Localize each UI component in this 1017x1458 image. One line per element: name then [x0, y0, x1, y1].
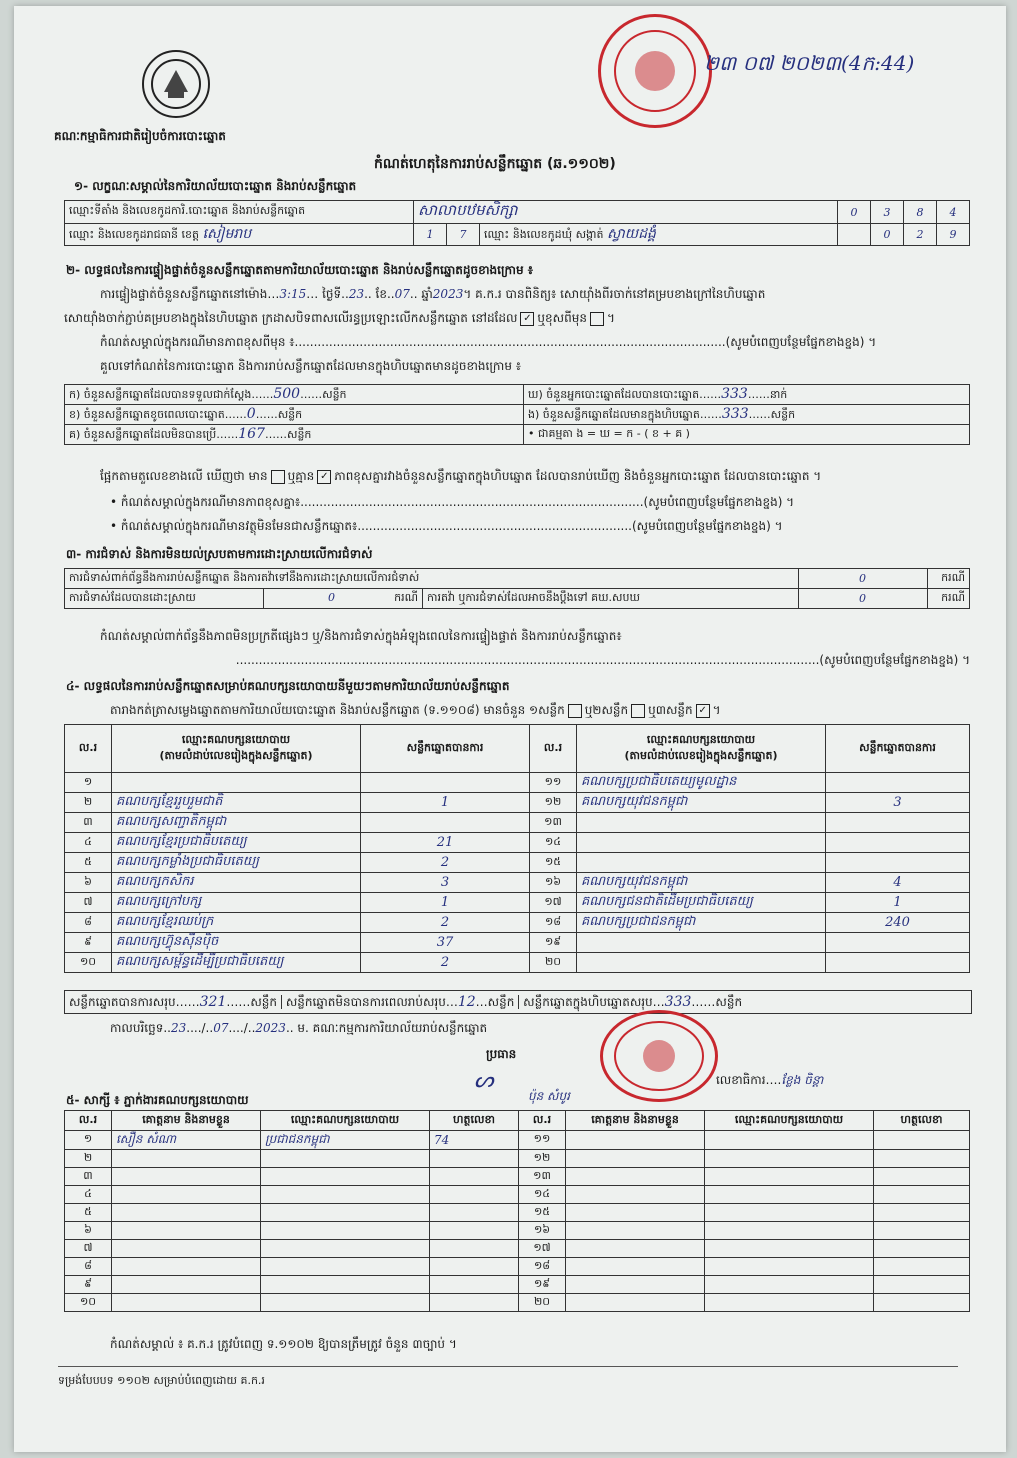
- votes-cell: [361, 813, 530, 833]
- party-cell: គណបក្សខ្មែរឈប់ក្រ: [112, 913, 361, 933]
- verification-month: 07: [394, 287, 410, 301]
- number-cell: ៦: [65, 873, 112, 893]
- party-cell: [705, 1204, 874, 1222]
- votes-cell: 240: [826, 913, 970, 933]
- votes-cell: [826, 853, 970, 873]
- party-cell: គណបក្សក្រៅបក្ស: [112, 893, 361, 913]
- name-cell: [566, 1131, 705, 1150]
- total-invalid: 12: [457, 994, 476, 1010]
- table-row: [65, 953, 970, 973]
- table-row: [65, 773, 970, 793]
- secretary-line: លេខាធិការ….ខ្លែង ចិន្តា: [716, 1073, 824, 1087]
- nec-emblem: [142, 50, 210, 118]
- number-cell: ៧: [65, 893, 112, 913]
- appeal-label: ការតវ៉ា ឬការជំទាស់ដែលអាចនឹងប្តឹងទៅ គឃ.សបឃ: [423, 589, 799, 609]
- party-cell: គណបក្សប្រជាជនកម្ពុជា: [577, 913, 826, 933]
- name-cell: [112, 1150, 261, 1168]
- number-cell: ៦: [65, 1222, 112, 1240]
- party-cell: គណបក្សសម្ព័ន្ធដើម្បីប្រជាធិបតេយ្យ: [112, 953, 361, 973]
- votes-cell: 37: [361, 933, 530, 953]
- count-row: ក) ចំនួនសន្លឹកឆ្នោតដែលបានទទួលជាក់ស្តែង……500……សន្លឹក: [65, 385, 524, 405]
- col-party: ឈ្មោះគណបក្សនយោបាយ (តាមលំដាប់លេខរៀងក្នុងសន្លឹកឆ្នោត): [112, 725, 361, 773]
- location-label: ឈ្មោះទីតាំង និងលេខកូដការិ.បោះឆ្នោត និងរាប់សន្លឹកឆ្នោត: [65, 201, 414, 224]
- number-cell: ១៨: [519, 1258, 566, 1276]
- signature-cell: [874, 1186, 970, 1204]
- irregularity-note: កំណត់សម្គាល់ពាក់ព័ន្ធនឹងភាពមិនប្រក្រតីផ្សេងៗ ឬ/និងការជំទាស់ក្នុងអំឡុងពេលនៃការផ្ទៀងផ្ទាត់ និងការរាប់សន្លឹកឆ្នោត៖: [100, 629, 622, 643]
- location-value: សាលាបឋមសិក្សា: [414, 201, 838, 224]
- province-code-digit: 1: [414, 224, 447, 246]
- table-row: [65, 1258, 970, 1276]
- party-cell: គណបក្សកសិករ: [112, 873, 361, 893]
- signature-cell: 74: [430, 1131, 519, 1150]
- number-cell: ៥: [65, 853, 112, 873]
- party-cell: [577, 933, 826, 953]
- section3-heading: ៣- ការជំទាស់ និងការមិនយល់ស្របតាមការដោះស្រាយលើការជំទាស់: [66, 547, 373, 561]
- signature-cell: [874, 1168, 970, 1186]
- form-title: កំណត់ហេតុនៃការរាប់សន្លឹកឆ្នោត (ឆ.១១០២): [374, 156, 616, 172]
- number-cell: ៣: [65, 813, 112, 833]
- no-difference-checkbox[interactable]: ✓: [317, 470, 331, 484]
- table-row: [65, 1222, 970, 1240]
- signature-cell: [874, 1258, 970, 1276]
- signature-cell: [874, 1294, 970, 1312]
- party-cell: [261, 1240, 430, 1258]
- table-row: [65, 913, 970, 933]
- appeal-unit: ករណី: [927, 589, 969, 609]
- votes-cell: 1: [826, 893, 970, 913]
- received-stamp-text: ២៣ ០៧ ២០២៣(4ក:44): [704, 51, 915, 75]
- table-row: [65, 1294, 970, 1312]
- party-cell: គណបក្សខ្មែរប្រជាធិបតេយ្យ: [112, 833, 361, 853]
- party-cell: [261, 1222, 430, 1240]
- party-cell: [705, 1222, 874, 1240]
- votes-cell: [361, 773, 530, 793]
- number-cell: ១៤: [530, 833, 577, 853]
- name-cell: [112, 1294, 261, 1312]
- signature-cell: [430, 1294, 519, 1312]
- party-cell: [577, 813, 826, 833]
- number-cell: ៩: [65, 933, 112, 953]
- count-row: គ) ចំនួនសន្លឹកឆ្នោតដែលមិនបានប្រើ……167……សន្លឹក: [65, 425, 524, 445]
- party-cell: [577, 833, 826, 853]
- table-row: [65, 893, 970, 913]
- name-cell: [566, 1168, 705, 1186]
- difference-note: កំណត់សម្គាល់ក្នុងករណីមានភាពខុសពីមុន ៖.................................................................................................................(សូមបំពេញបន្ថែមផ្នែកខាងខ្នង) ។: [100, 335, 877, 349]
- number-cell: ១៦: [530, 873, 577, 893]
- committee-stamp: [600, 1010, 718, 1102]
- signature-cell: [874, 1204, 970, 1222]
- signature-cell: [430, 1258, 519, 1276]
- name-cell: សឿន សំណា: [112, 1131, 261, 1150]
- col-name: គោត្តនាម និងនាមខ្លួន: [112, 1111, 261, 1131]
- section2-heading: ២- លទ្ធផលនៃការផ្ទៀងផ្ទាត់ចំនួនសន្លឹកឆ្នោតតាមការិយាល័យបោះឆ្នោត និងរាប់សន្លឹកឆ្នោតដូចខាងក្រោម ៖: [66, 263, 534, 277]
- signature-cell: [874, 1131, 970, 1150]
- party-cell: គណបក្សកម្លាំងប្រជាធិបតេយ្យ: [112, 853, 361, 873]
- signature-cell: [430, 1150, 519, 1168]
- commune-label: ឈ្មោះ និងលេខកូដឃុំ សង្កាត់ ស្វាយដង្គំ: [480, 224, 838, 246]
- number-cell: ១៦: [519, 1222, 566, 1240]
- party-cell: [705, 1150, 874, 1168]
- count-row: ខ) ចំនួនសន្លឹកឆ្នោតខូចពេលបោះឆ្នោត……0……សន្លឹក: [65, 405, 524, 425]
- count-row: ង) ចំនួនសន្លឹកឆ្នោតដែលមានក្នុងហិបឆ្នោត……333……សន្លឹក: [524, 405, 970, 425]
- one-sheet-checkbox[interactable]: [568, 704, 582, 718]
- date-line: កាលបរិច្ឆេទ..23..../..07..../..2023.. ម. គណៈកម្មការការិយាល័យរាប់សន្លឹកឆ្នោត: [110, 1021, 488, 1035]
- col-number: ល.រ: [65, 1111, 112, 1131]
- votes-cell: [826, 933, 970, 953]
- party-cell: [705, 1294, 874, 1312]
- votes-cell: [826, 813, 970, 833]
- count-row: ឃ) ចំនួនអ្នកបោះឆ្នោតដែលបានបោះឆ្នោត……333……នាក់: [524, 385, 970, 405]
- party-cell: [261, 1276, 430, 1294]
- party-cell: [705, 1168, 874, 1186]
- votes-cell: 2: [361, 913, 530, 933]
- number-cell: ៤: [65, 833, 112, 853]
- resolved-label: ការជំទាស់ដែលបានដោះស្រាយ: [65, 589, 264, 609]
- total-in-box: 333: [664, 994, 692, 1010]
- verification-line: ការផ្ទៀងផ្ទាត់ចំនួនសន្លឹកឆ្នោតនៅម៉ោង…3:15… ថ្ងៃទី..23.. ខែ..07.. ឆ្នាំ2023។ គ.ក.រ បានពិនិត្យ៖ សោយ៉ាំងពីរចាក់នៅគម្របខាងក្រៅនៃហិបឆ្នោត: [100, 287, 766, 301]
- party-cell: គណបក្សជនជាតិដើមប្រជាធិបតេយ្យ: [577, 893, 826, 913]
- number-cell: ៤: [65, 1186, 112, 1204]
- party-cell: [705, 1258, 874, 1276]
- party-cell: ប្រជាជនកម្ពុជា: [261, 1131, 430, 1150]
- table-row: [65, 1276, 970, 1294]
- footnote: កំណត់សម្គាល់ ៖ គ.ក.រ ត្រូវបំពេញ ទ.១១០២ ឱ្យបានត្រឹមត្រូវ ចំនួន ៣ច្បាប់ ។: [110, 1337, 457, 1351]
- col-signature: ហត្ថលេខា: [430, 1111, 519, 1131]
- signature-cell: [874, 1276, 970, 1294]
- votes-cell: [826, 833, 970, 853]
- number-cell: ១៧: [530, 893, 577, 913]
- party-cell: [705, 1276, 874, 1294]
- number-cell: ១៩: [530, 933, 577, 953]
- counts-intro: គួលទៅកំណត់នៃការបោះឆ្នោត និងការរាប់សន្លឹកឆ្នោតដែលមានក្នុងហិបឆ្នោតមានដូចខាងក្រោម ៖: [100, 359, 522, 373]
- number-cell: ១៨: [530, 913, 577, 933]
- number-cell: ១២: [519, 1150, 566, 1168]
- table-row: [65, 1131, 970, 1150]
- party-cell: [577, 853, 826, 873]
- name-cell: [112, 1186, 261, 1204]
- party-cell: គណបក្សយុវជនកម្ពុជា: [577, 793, 826, 813]
- location-table: [64, 200, 970, 246]
- bullet-difference: • កំណត់សម្គាល់ក្នុងករណីមានភាពខុសគ្នា៖..........................................................................................(សូមបំពេញបន្ថែមផ្នែកខាងខ្នង) ។: [110, 495, 795, 509]
- votes-cell: 2: [361, 953, 530, 973]
- col-number: ល.រ: [519, 1111, 566, 1131]
- party-cell: [261, 1150, 430, 1168]
- name-cell: [566, 1150, 705, 1168]
- table-row: [65, 833, 970, 853]
- number-cell: ៨: [65, 1258, 112, 1276]
- objection-value: 0: [798, 569, 927, 589]
- col-party: ឈ្មោះគណបក្សនយោបាយ: [705, 1111, 874, 1131]
- party-cell: [705, 1240, 874, 1258]
- number-cell: ១: [65, 773, 112, 793]
- verification-day: 23: [348, 287, 365, 301]
- number-cell: ១៥: [530, 853, 577, 873]
- province-code-digit: 7: [447, 224, 480, 246]
- number-cell: ២: [65, 1150, 112, 1168]
- unchanged-checkbox[interactable]: ✓: [520, 312, 534, 326]
- party-cell: គណបក្សប្រជាធិបតេយ្យមូលដ្ឋាន: [577, 773, 826, 793]
- commune-code-digit: 2: [904, 224, 937, 246]
- objection-unit: ករណី: [927, 569, 969, 589]
- name-cell: [566, 1240, 705, 1258]
- signature-cell: [874, 1150, 970, 1168]
- col-votes: សន្លឹកឆ្នោតបានការ: [361, 725, 530, 773]
- table-row: [65, 1168, 970, 1186]
- party-cell: [261, 1258, 430, 1276]
- total-valid: 321: [199, 994, 227, 1010]
- signature-cell: [874, 1240, 970, 1258]
- location-code-digit: 0: [838, 201, 871, 224]
- appeal-value: 0: [798, 589, 927, 609]
- number-cell: ១២: [530, 793, 577, 813]
- col-party: ឈ្មោះគណបក្សនយោបាយ: [261, 1111, 430, 1131]
- name-cell: [566, 1204, 705, 1222]
- votes-cell: 2: [361, 853, 530, 873]
- party-cell: [705, 1131, 874, 1150]
- number-cell: ១៤: [519, 1186, 566, 1204]
- table-row: [65, 813, 970, 833]
- commune-code-digit: 9: [937, 224, 970, 246]
- table-row: [65, 873, 970, 893]
- name-cell: [112, 1222, 261, 1240]
- counts-table: [64, 384, 970, 445]
- votes-cell: 4: [826, 873, 970, 893]
- party-cell: គណបក្សខ្មែររួបរួមជាតិ: [112, 793, 361, 813]
- location-code-digit: 8: [904, 201, 937, 224]
- table-row: [65, 793, 970, 813]
- two-sheet-checkbox[interactable]: [631, 704, 645, 718]
- signature-cell: [430, 1240, 519, 1258]
- chair-name: ប៉ុន សំបូរ: [528, 1089, 570, 1103]
- party-cell: គណបក្សហ៊្វុនស៊ីនប៉ិច: [112, 933, 361, 953]
- name-cell: [112, 1276, 261, 1294]
- objections-table: [64, 568, 970, 609]
- number-cell: ២០: [519, 1294, 566, 1312]
- col-number: ល.រ: [530, 725, 577, 773]
- bullet-foreign-object: • កំណត់សម្គាល់ក្នុងករណីមានវត្ថុមិនមែនជាសន្លឹកឆ្នោត៖........................................................................(សូមបំពេញបន្ថែមផ្នែកខាងខ្នង) ។: [110, 519, 783, 533]
- committee-name: គណៈកម្មាធិការជាតិរៀបចំការបោះឆ្នោត: [54, 129, 226, 143]
- col-signature: ហត្ថលេខា: [874, 1111, 970, 1131]
- name-cell: [112, 1240, 261, 1258]
- changed-checkbox[interactable]: [590, 312, 604, 326]
- chair-label: ប្រធាន: [486, 1047, 517, 1061]
- chair-signature: ᔕ: [474, 1068, 494, 1093]
- count-formula: • ជាគម្មតា ង = ឃ = ក - ( ខ + គ ): [524, 425, 970, 445]
- compare-line: ផ្អែកតាមតួលេខខាងលើ ឃើញថា មាន ឬគ្មាន ✓ ភាពខុសគ្នារវាងចំនួនសន្លឹកឆ្នោតក្នុងហិបឆ្នោត ដែលបានរាប់ឃើញ និងចំនួនអ្នកបោះឆ្នោត ដែលបានបោះឆ្នោត ។: [100, 469, 822, 483]
- number-cell: ១៣: [519, 1168, 566, 1186]
- number-cell: ១៥: [519, 1204, 566, 1222]
- name-cell: [112, 1168, 261, 1186]
- votes-cell: 1: [361, 893, 530, 913]
- name-cell: [566, 1258, 705, 1276]
- province-label: ឈ្មោះ និងលេខកូដរាជធានី ខេត្ត សៀមរាប: [65, 224, 414, 246]
- party-cell: [705, 1186, 874, 1204]
- party-cell: [112, 773, 361, 793]
- resolved-value: 0: [328, 590, 335, 604]
- totals-row: សន្លឹកឆ្នោតបានការសរុប……321……សន្លឹក សន្លឹកឆ្នោតមិនបានការពេលរាប់សរុប…12…សន្លឹក សន្លឹកឆ្នោតក្នុងហិបឆ្នោតសរុប…333……សន្លឹក: [64, 990, 972, 1014]
- section1-heading: ១- លក្ខណៈសម្គាល់នៃការិយាល័យបោះឆ្នោត និងរាប់សន្លឹកឆ្នោត: [74, 179, 357, 193]
- table-row: [65, 1204, 970, 1222]
- number-cell: ១៧: [519, 1240, 566, 1258]
- number-cell: ៨: [65, 913, 112, 933]
- number-cell: ១១: [519, 1131, 566, 1150]
- number-cell: ១៩: [519, 1276, 566, 1294]
- number-cell: ២: [65, 793, 112, 813]
- commune-value: ស្វាយដង្គំ: [607, 226, 656, 242]
- number-cell: ១០: [65, 1294, 112, 1312]
- number-cell: ១: [65, 1131, 112, 1150]
- secretary-name: ខ្លែង ចិន្តា: [781, 1073, 824, 1087]
- party-cell: [577, 953, 826, 973]
- table-row: [65, 853, 970, 873]
- section4-heading: ៤- លទ្ធផលនៃការរាប់សន្លឹកឆ្នោតសម្រាប់គណបក្សនយោបាយនីមួយៗតាមការិយាល័យរាប់សន្លឹកឆ្នោត: [66, 679, 510, 693]
- has-difference-checkbox[interactable]: [271, 470, 285, 484]
- table-row: [65, 933, 970, 953]
- section5-heading: ៥- សាក្សី ៖ ភ្នាក់ងារគណបក្សនយោបាយ: [66, 1093, 249, 1107]
- official-stamp: [598, 14, 712, 128]
- votes-cell: 3: [361, 873, 530, 893]
- name-cell: [566, 1222, 705, 1240]
- party-cell: គណបក្សយុវជនកម្ពុជា: [577, 873, 826, 893]
- signature-cell: [430, 1186, 519, 1204]
- votes-cell: 3: [826, 793, 970, 813]
- party-cell: [261, 1168, 430, 1186]
- sheet-count-line: តារាងកត់ត្រាសម្លេងឆ្នោតតាមការិយាល័យបោះឆ្នោត និងរាប់សន្លឹកឆ្នោត (ទ.១១០៨) មានចំនួន ១សន្លឹក ឬ២សន្លឹក ឬ៣សន្លឹក ✓ ។: [110, 703, 721, 717]
- number-cell: ១០: [65, 953, 112, 973]
- number-cell: ១៣: [530, 813, 577, 833]
- number-cell: ៣: [65, 1168, 112, 1186]
- signature-cell: [874, 1222, 970, 1240]
- party-cell: [261, 1294, 430, 1312]
- table-row: [65, 1186, 970, 1204]
- party-cell: [261, 1204, 430, 1222]
- col-number: ល.រ: [65, 725, 112, 773]
- name-cell: [566, 1186, 705, 1204]
- signature-cell: [430, 1276, 519, 1294]
- name-cell: [566, 1276, 705, 1294]
- objection-label: ការជំទាស់ពាក់ព័ន្ធនឹងការរាប់សន្លឹកឆ្នោត និងការតវ៉ាទៅនឹងការដោះស្រាយលើការជំទាស់: [65, 569, 799, 589]
- province-value: សៀមរាប: [202, 226, 252, 242]
- signature-cell: [430, 1222, 519, 1240]
- number-cell: ៥: [65, 1204, 112, 1222]
- witness-table: [64, 1110, 970, 1312]
- location-code-digit: 3: [871, 201, 904, 224]
- party-cell: [261, 1186, 430, 1204]
- votes-cell: 21: [361, 833, 530, 853]
- col-name: គោត្តនាម និងនាមខ្លួន: [566, 1111, 705, 1131]
- number-cell: ១១: [530, 773, 577, 793]
- footer-divider: [58, 1366, 958, 1367]
- irregularity-fill: .........................................................................................................................................................(សូមបំពេញបន្ថែមផ្នែកខាងខ្នង) ។: [235, 653, 970, 667]
- name-cell: [112, 1204, 261, 1222]
- number-cell: ៩: [65, 1276, 112, 1294]
- name-cell: [112, 1258, 261, 1276]
- party-cell: គណបក្សសញ្ជាតិកម្ពុជា: [112, 813, 361, 833]
- seal-line: សោយ៉ាំងចាក់ភ្ជាប់គម្របខាងក្នុងនៃហិបឆ្នោត ក្រដាសបិទពាសលើរន្ធប្រឡោះលើកសន្លឹកឆ្នោត នៅដដែល ✓ ឬខុសពីមុន ។: [64, 311, 615, 325]
- number-cell: ៧: [65, 1240, 112, 1258]
- verification-time: 3:15: [279, 287, 307, 301]
- col-party: ឈ្មោះគណបក្សនយោបាយ (តាមលំដាប់លេខរៀងក្នុងសន្លឹកឆ្នោត): [577, 725, 826, 773]
- table-row: [65, 1240, 970, 1258]
- table-row: [65, 1150, 970, 1168]
- commune-code-digit: 0: [871, 224, 904, 246]
- location-code-digit: 4: [937, 201, 970, 224]
- signature-cell: [430, 1204, 519, 1222]
- verification-year: 2023: [432, 287, 464, 301]
- results-table: [64, 724, 970, 973]
- name-cell: [566, 1294, 705, 1312]
- number-cell: ២០: [530, 953, 577, 973]
- votes-cell: [826, 773, 970, 793]
- votes-cell: [826, 953, 970, 973]
- col-votes: សន្លឹកឆ្នោតបានការ: [826, 725, 970, 773]
- three-sheet-checkbox[interactable]: ✓: [696, 704, 710, 718]
- form-footer: ទម្រង់បែបបទ ១១០២ សម្រាប់បំពេញដោយ គ.ក.រ: [58, 1374, 265, 1387]
- votes-cell: 1: [361, 793, 530, 813]
- signature-cell: [430, 1168, 519, 1186]
- resolved-cell: 0 ករណី: [264, 589, 423, 609]
- form-sheet: [14, 6, 1006, 1452]
